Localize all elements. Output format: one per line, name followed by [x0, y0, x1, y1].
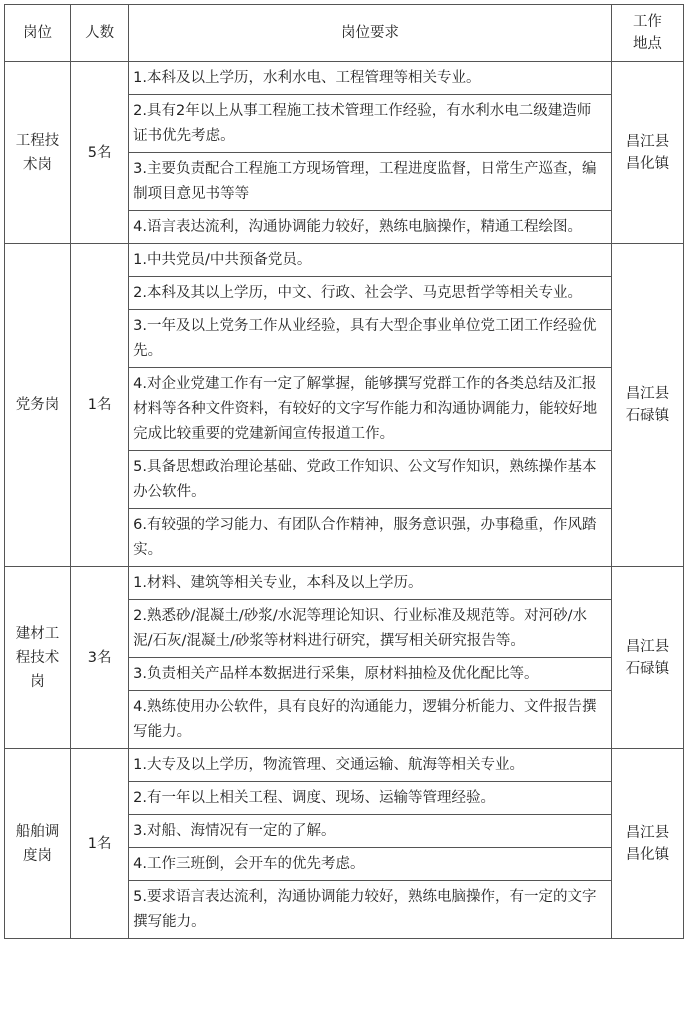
job-location: 昌江县昌化镇 — [611, 62, 683, 244]
requirement-item: 2.熟悉砂/混凝土/砂浆/水泥等理论知识、行业标准及规范等。对河砂/水泥/石灰/混凝土/砂浆等材料进行研究，撰写相关研究报告等。 — [129, 600, 612, 658]
requirement-item: 4.熟练使用办公软件，具有良好的沟通能力，逻辑分析能力、文件报告撰写能力。 — [129, 691, 612, 749]
requirement-item: 5.要求语言表达流利，沟通协调能力较好，熟练电脑操作，有一定的文字撰写能力。 — [129, 881, 612, 939]
table-row — [5, 567, 684, 600]
requirement-item: 6.有较强的学习能力、有团队合作精神，服务意识强，办事稳重，作风踏实。 — [129, 509, 612, 567]
requirement-item: 2.有一年以上相关工程、调度、现场、运输等管理经验。 — [129, 782, 612, 815]
requirement-item: 2.具有2年以上从事工程施工技术管理工作经验，有水利水电二级建造师证书优先考虑。 — [129, 95, 612, 153]
requirement-item: 1.中共党员/中共预备党员。 — [129, 244, 612, 277]
requirement-item: 1.本科及以上学历，水利水电、工程管理等相关专业。 — [129, 62, 612, 95]
header-position: 岗位 — [5, 5, 71, 62]
requirement-item: 4.工作三班倒，会开车的优先考虑。 — [129, 848, 612, 881]
table-row — [5, 749, 684, 782]
job-location: 昌江县昌化镇 — [611, 749, 683, 939]
job-count: 5名 — [71, 62, 129, 244]
table-row — [5, 62, 684, 95]
requirement-item: 1.大专及以上学历，物流管理、交通运输、航海等相关专业。 — [129, 749, 612, 782]
job-count: 3名 — [71, 567, 129, 749]
job-position: 船舶调度岗 — [5, 749, 71, 939]
requirement-item: 5.具备思想政治理论基础、党政工作知识、公文写作知识，熟练操作基本办公软件。 — [129, 451, 612, 509]
job-position: 党务岗 — [5, 244, 71, 567]
job-count: 1名 — [71, 749, 129, 939]
header-requirements: 岗位要求 — [129, 5, 612, 62]
requirement-item: 4.对企业党建工作有一定了解掌握，能够撰写党群工作的各类总结及汇报材料等各种文件资料，有较好的文字写作能力和沟通协调能力，能较好地完成比较重要的党建新闻宣传报道工作。 — [129, 368, 612, 451]
job-location: 昌江县石碌镇 — [611, 567, 683, 749]
header-count: 人数 — [71, 5, 129, 62]
job-position: 建材工程技术岗 — [5, 567, 71, 749]
job-requirements-table — [4, 4, 684, 939]
job-count: 1名 — [71, 244, 129, 567]
job-position: 工程技术岗 — [5, 62, 71, 244]
requirement-item: 3.主要负责配合工程施工方现场管理，工程进度监督，日常生产巡查，编制项目意见书等等 — [129, 153, 612, 211]
requirement-item: 3.负责相关产品样本数据进行采集，原材料抽检及优化配比等。 — [129, 658, 612, 691]
requirement-item: 3.一年及以上党务工作从业经验，具有大型企事业单位党工团工作经验优先。 — [129, 310, 612, 368]
requirement-item: 2.本科及其以上学历，中文、行政、社会学、马克思哲学等相关专业。 — [129, 277, 612, 310]
table-row — [5, 244, 684, 277]
header-row — [5, 5, 684, 62]
requirement-item: 3.对船、海情况有一定的了解。 — [129, 815, 612, 848]
requirement-item: 4.语言表达流利，沟通协调能力较好，熟练电脑操作，精通工程绘图。 — [129, 211, 612, 244]
header-location: 工作地点 — [611, 5, 683, 62]
requirement-item: 1.材料、建筑等相关专业，本科及以上学历。 — [129, 567, 612, 600]
job-location: 昌江县石碌镇 — [611, 244, 683, 567]
